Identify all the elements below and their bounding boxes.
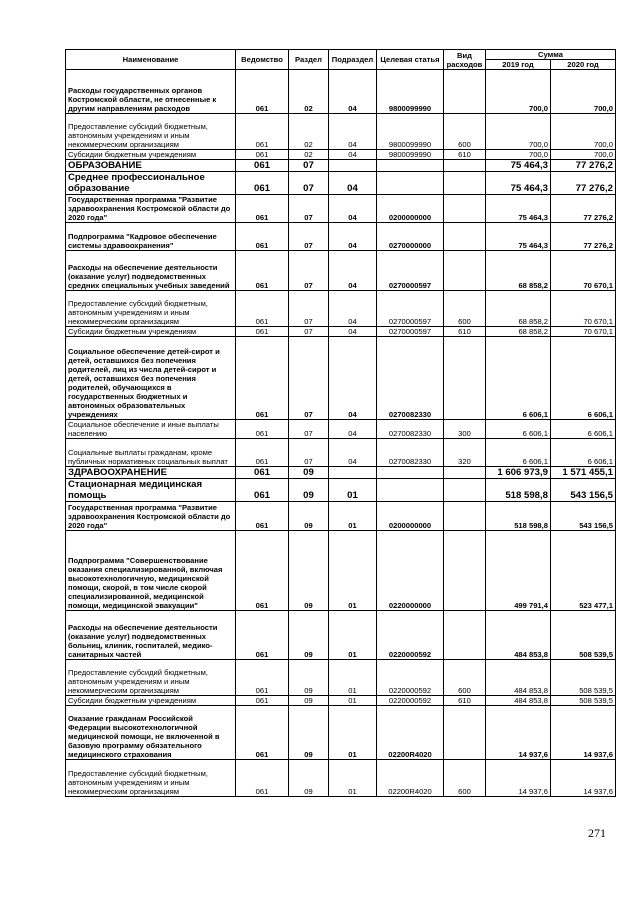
table-row [66,160,616,172]
cell-subsection: 01 [329,502,377,531]
cell-section: 09 [289,660,329,696]
cell-dept: 061 [236,696,289,706]
cell-subsection: 04 [329,223,377,251]
cell-exp-type [444,172,486,195]
cell-subsection: 04 [329,195,377,223]
cell-2019: 68 858,2 [486,251,551,291]
cell-subsection: 04 [329,150,377,160]
header-name: Наименование [66,50,236,70]
cell-exp-type: 600 [444,760,486,797]
cell-name: Предоставление субсидий бюджетным, автономным учреждениям и иным некоммерческим организациям [66,660,236,696]
cell-target: 0270000597 [377,251,444,291]
cell-name: Оказание гражданам Российской Федерации высокотехнологичной медицинской помощи, не включенной в базовую программу обязательного медицинского страхования [66,706,236,760]
cell-section: 09 [289,502,329,531]
cell-subsection: 04 [329,70,377,114]
table-row [66,706,616,760]
header-exp-type: Вид расходов [444,50,486,70]
table-row [66,114,616,150]
cell-2020: 70 670,1 [551,291,616,327]
cell-section: 07 [289,251,329,291]
cell-dept: 061 [236,660,289,696]
cell-2019: 484 853,8 [486,660,551,696]
cell-exp-type [444,251,486,291]
table-row [66,439,616,467]
table-row [66,172,616,195]
cell-exp-type: 600 [444,114,486,150]
cell-section: 02 [289,70,329,114]
cell-name: Социальное обеспечение детей-сирот и детей, оставшихся без попечения родителей, лиц из числа детей-сирот и детей, оставшихся без попечения родителей, обучающихся в государственных бюджетных и автономных образовательных учреждениях [66,337,236,420]
cell-2019: 14 937,6 [486,706,551,760]
table-row [66,660,616,696]
table-row [66,467,616,479]
cell-dept: 061 [236,150,289,160]
table-row [66,327,616,337]
cell-target: 02200R4020 [377,706,444,760]
cell-2019: 75 464,3 [486,223,551,251]
cell-target [377,467,444,479]
cell-2020: 523 477,1 [551,531,616,611]
table-row [66,223,616,251]
cell-target: 0200000000 [377,502,444,531]
cell-dept: 061 [236,172,289,195]
table-row [66,760,616,797]
cell-2020: 543 156,5 [551,479,616,502]
cell-dept: 061 [236,195,289,223]
cell-subsection [329,467,377,479]
cell-dept: 061 [236,467,289,479]
cell-2020: 6 606,1 [551,337,616,420]
cell-target: 0270082330 [377,420,444,439]
cell-target [377,479,444,502]
cell-subsection: 04 [329,172,377,195]
cell-dept: 061 [236,531,289,611]
cell-subsection: 01 [329,611,377,660]
cell-exp-type [444,223,486,251]
cell-name: Субсидии бюджетным учреждениям [66,696,236,706]
cell-2019: 75 464,3 [486,160,551,172]
cell-exp-type [444,467,486,479]
cell-exp-type [444,70,486,114]
cell-2019: 68 858,2 [486,327,551,337]
cell-name: ОБРАЗОВАНИЕ [66,160,236,172]
cell-exp-type [444,706,486,760]
table-row [66,150,616,160]
cell-2019: 75 464,3 [486,172,551,195]
cell-subsection: 04 [329,291,377,327]
cell-dept: 061 [236,251,289,291]
cell-name: Расходы на обеспечение деятельности (оказание услуг) подведомственных средних специальных учебных заведений [66,251,236,291]
cell-target [377,160,444,172]
header-target: Целевая статья [377,50,444,70]
page-number: 271 [588,826,606,840]
cell-2019: 700,0 [486,114,551,150]
header-2020: 2020 год [551,60,616,70]
cell-dept: 061 [236,160,289,172]
cell-2019: 68 858,2 [486,291,551,327]
cell-section: 07 [289,337,329,420]
cell-name: Государственная программа "Развитие здравоохранения Костромской области до 2020 года" [66,502,236,531]
cell-2019: 484 853,8 [486,611,551,660]
cell-target: 9800099990 [377,70,444,114]
cell-2019: 700,0 [486,150,551,160]
table-row [66,611,616,660]
cell-2020: 77 276,2 [551,172,616,195]
table-row [66,420,616,439]
cell-dept: 061 [236,760,289,797]
cell-section: 09 [289,760,329,797]
cell-2020: 1 571 455,1 [551,467,616,479]
cell-2020: 77 276,2 [551,223,616,251]
table-row [66,531,616,611]
cell-2019: 1 606 973,9 [486,467,551,479]
cell-section: 09 [289,611,329,660]
header-section: Раздел [289,50,329,70]
table-row [66,337,616,420]
cell-name: Подпрограмма "Кадровое обеспечение системы здравоохранения" [66,223,236,251]
cell-dept: 061 [236,420,289,439]
cell-2019: 518 598,8 [486,502,551,531]
cell-subsection [329,160,377,172]
cell-name: Предоставление субсидий бюджетным, автономным учреждениям и иным некоммерческим организациям [66,291,236,327]
cell-exp-type: 610 [444,696,486,706]
cell-exp-type [444,531,486,611]
cell-2020: 700,0 [551,150,616,160]
cell-section: 07 [289,327,329,337]
cell-2020: 6 606,1 [551,420,616,439]
cell-section: 07 [289,195,329,223]
cell-dept: 061 [236,479,289,502]
header-dept: Ведомство [236,50,289,70]
cell-section: 02 [289,114,329,150]
cell-dept: 061 [236,114,289,150]
cell-2020: 6 606,1 [551,439,616,467]
cell-target: 0270082330 [377,439,444,467]
cell-2020: 70 670,1 [551,327,616,337]
cell-2020: 14 937,6 [551,760,616,797]
cell-subsection: 01 [329,696,377,706]
cell-name: Подпрограмма "Совершенствование оказания специализированной, включая высокотехнологичную, медицинской помощи, скорой, в том числе скорой специализированной, медицинской помощи, медицинской эвакуации" [66,531,236,611]
cell-section: 07 [289,223,329,251]
cell-2020: 14 937,6 [551,706,616,760]
cell-2019: 75 464,3 [486,195,551,223]
cell-exp-type [444,479,486,502]
cell-exp-type: 600 [444,291,486,327]
cell-exp-type [444,160,486,172]
cell-2020: 508 539,5 [551,611,616,660]
cell-2020: 77 276,2 [551,160,616,172]
cell-target: 0220000592 [377,696,444,706]
cell-dept: 061 [236,291,289,327]
table-row [66,70,616,114]
cell-dept: 061 [236,223,289,251]
header-2019: 2019 год [486,60,551,70]
cell-name: Расходы государственных органов Костромской области, не отнесенные к другим направлениям расходов [66,70,236,114]
cell-target: 0220000000 [377,531,444,611]
cell-section: 07 [289,160,329,172]
cell-exp-type [444,611,486,660]
cell-subsection: 01 [329,479,377,502]
cell-dept: 061 [236,611,289,660]
cell-2019: 6 606,1 [486,439,551,467]
cell-2020: 70 670,1 [551,251,616,291]
cell-subsection: 01 [329,660,377,696]
cell-section: 09 [289,479,329,502]
cell-subsection: 04 [329,114,377,150]
cell-name: Социальное обеспечение и иные выплаты населению [66,420,236,439]
cell-section: 09 [289,706,329,760]
cell-exp-type [444,502,486,531]
cell-target: 0200000000 [377,195,444,223]
table-row [66,479,616,502]
cell-dept: 061 [236,337,289,420]
table-row [66,502,616,531]
cell-exp-type: 300 [444,420,486,439]
budget-table [65,49,616,797]
table-row [66,195,616,223]
table-row [66,251,616,291]
cell-target: 9800099990 [377,114,444,150]
cell-section: 02 [289,150,329,160]
cell-section: 09 [289,531,329,611]
cell-section: 09 [289,696,329,706]
cell-target: 9800099990 [377,150,444,160]
cell-dept: 061 [236,439,289,467]
cell-dept: 061 [236,706,289,760]
cell-name: Расходы на обеспечение деятельности (оказание услуг) подведомственных больниц, клиник, госпиталей, медико-санитарных частей [66,611,236,660]
cell-2020: 508 539,5 [551,696,616,706]
cell-target: 0270000597 [377,291,444,327]
cell-exp-type: 610 [444,150,486,160]
cell-subsection: 04 [329,420,377,439]
cell-2020: 543 156,5 [551,502,616,531]
cell-target: 0270000000 [377,223,444,251]
header-sum: Сумма [486,50,616,60]
cell-target: 0270000597 [377,327,444,337]
cell-2019: 6 606,1 [486,420,551,439]
cell-dept: 061 [236,327,289,337]
cell-name: Предоставление субсидий бюджетным, автономным учреждениям и иным некоммерческим организациям [66,760,236,797]
cell-name: Предоставление субсидий бюджетным, автономным учреждениям и иным некоммерческим организациям [66,114,236,150]
cell-name: Субсидии бюджетным учреждениям [66,150,236,160]
cell-subsection: 04 [329,439,377,467]
cell-section: 07 [289,172,329,195]
cell-name: ЗДРАВООХРАНЕНИЕ [66,467,236,479]
cell-name: Среднее профессиональное образование [66,172,236,195]
cell-2019: 6 606,1 [486,337,551,420]
table-row [66,696,616,706]
cell-2020: 77 276,2 [551,195,616,223]
table-body [66,70,616,797]
cell-subsection: 01 [329,706,377,760]
cell-subsection: 04 [329,327,377,337]
cell-exp-type [444,195,486,223]
cell-name: Государственная программа "Развитие здравоохранения Костромской области до 2020 года" [66,195,236,223]
cell-name: Социальные выплаты гражданам, кроме публичных нормативных социальных выплат [66,439,236,467]
cell-2020: 700,0 [551,114,616,150]
cell-2020: 700,0 [551,70,616,114]
cell-2019: 518 598,8 [486,479,551,502]
cell-section: 07 [289,420,329,439]
cell-subsection: 01 [329,760,377,797]
cell-exp-type [444,337,486,420]
cell-2020: 508 539,5 [551,660,616,696]
cell-target: 02200R4020 [377,760,444,797]
cell-exp-type: 610 [444,327,486,337]
cell-section: 07 [289,439,329,467]
cell-2019: 700,0 [486,70,551,114]
cell-name: Стационарная медицинская помощь [66,479,236,502]
cell-target [377,172,444,195]
cell-dept: 061 [236,70,289,114]
cell-2019: 499 791,4 [486,531,551,611]
cell-exp-type: 320 [444,439,486,467]
cell-2019: 484 853,8 [486,696,551,706]
table-row [66,291,616,327]
cell-subsection: 01 [329,531,377,611]
cell-name: Субсидии бюджетным учреждениям [66,327,236,337]
cell-target: 0220000592 [377,660,444,696]
cell-section: 07 [289,291,329,327]
cell-subsection: 04 [329,251,377,291]
cell-exp-type: 600 [444,660,486,696]
cell-dept: 061 [236,502,289,531]
cell-target: 0220000592 [377,611,444,660]
header-subsection: Подраздел [329,50,377,70]
cell-2019: 14 937,6 [486,760,551,797]
cell-target: 0270082330 [377,337,444,420]
cell-subsection: 04 [329,337,377,420]
cell-section: 09 [289,467,329,479]
